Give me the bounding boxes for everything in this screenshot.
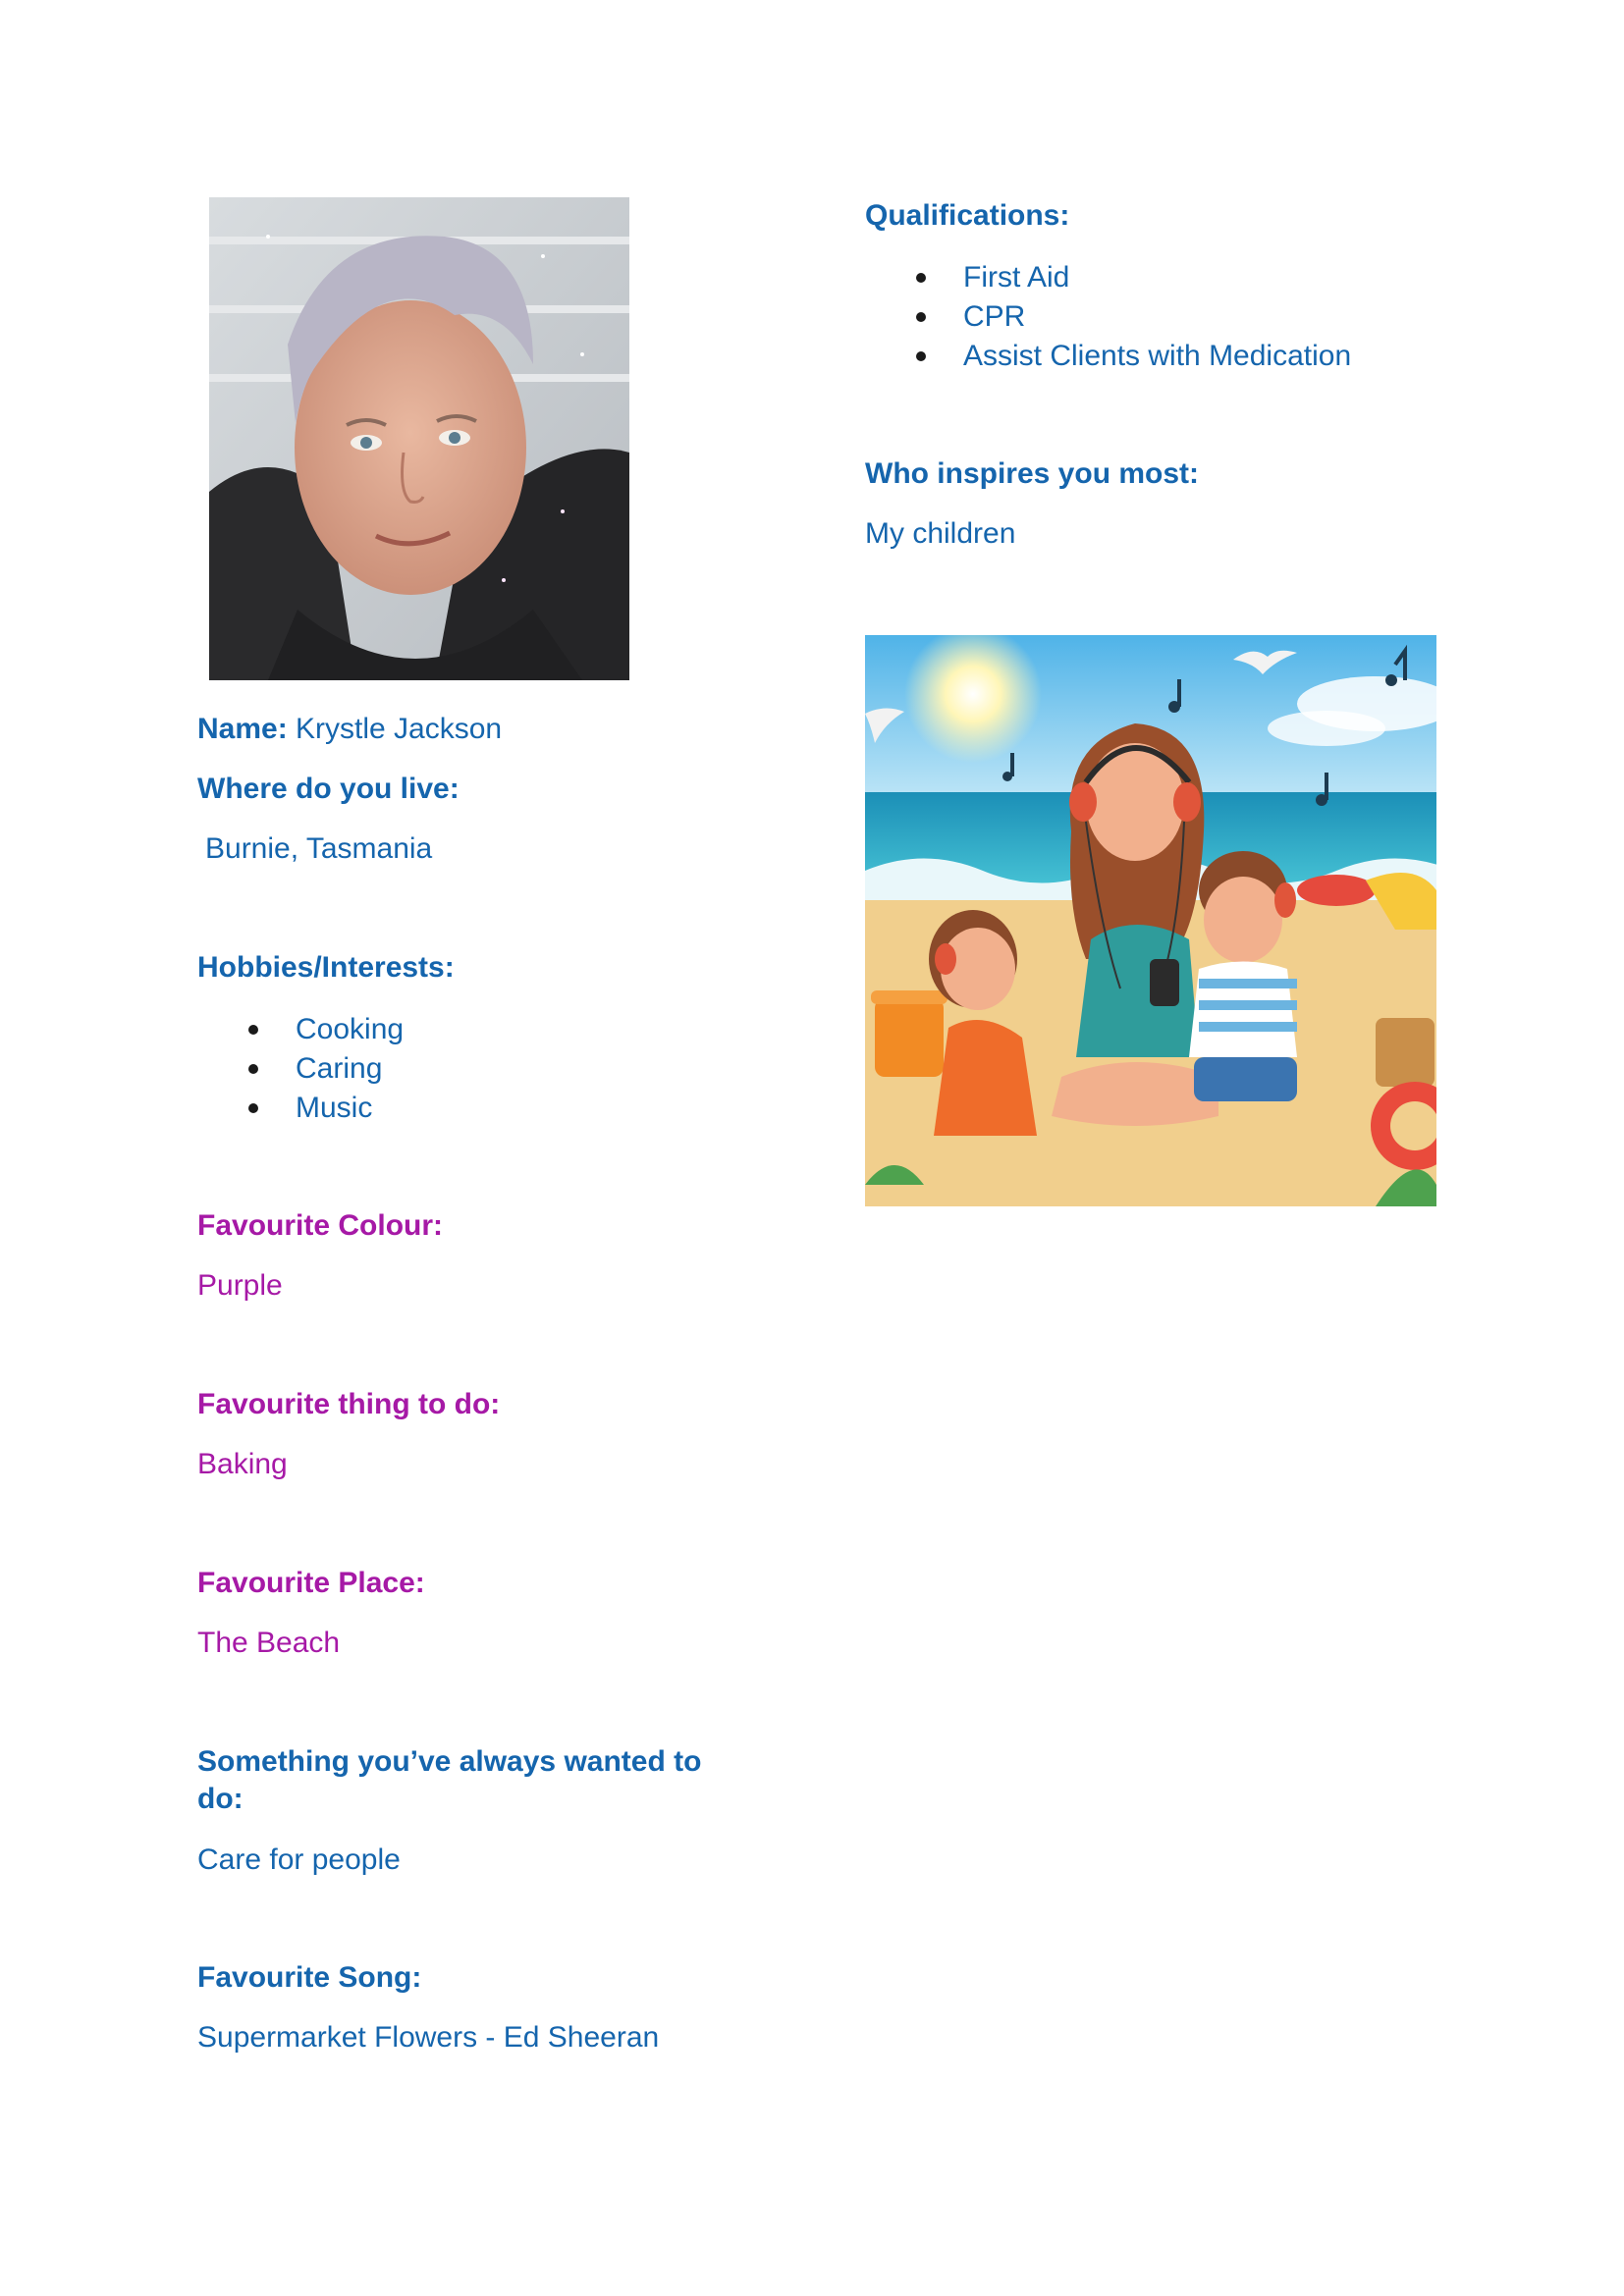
name-label: Name: [197,713,288,745]
qualifications-list [865,258,1351,376]
list-item: First Aid [865,258,1351,297]
hobbies-list [197,1010,404,1128]
favourite-colour-heading: Favourite Colour: [197,1209,444,1242]
list-item: Cooking [197,1010,404,1049]
list-item: Caring [197,1049,404,1089]
favourite-place-heading: Favourite Place: [197,1567,425,1599]
name-value: Krystle Jackson [287,713,503,745]
favourite-place-value: The Beach [197,1627,341,1659]
always-wanted-heading: Something you’ve always wanted to do: [197,1745,702,1815]
profile-photo [209,197,629,680]
favourite-colour-value: Purple [197,1269,283,1302]
hobbies-heading: Hobbies/Interests: [197,951,455,984]
name-line [197,711,502,748]
favourite-song-value: Supermarket Flowers - Ed Sheeran [197,2021,660,2054]
list-item: Music [197,1089,404,1128]
list-item: Assist Clients with Medication [865,337,1351,376]
inspires-value: My children [865,517,1016,550]
where-live-value: Burnie, Tasmania [205,832,433,865]
beach-family-illustration [865,635,1436,1206]
always-wanted-value: Care for people [197,1843,401,1876]
list-item: CPR [865,297,1351,337]
favourite-song-heading: Favourite Song: [197,1961,422,1994]
favourite-thing-heading: Favourite thing to do: [197,1388,501,1420]
qualifications-heading: Qualifications: [865,199,1070,232]
favourite-thing-value: Baking [197,1448,288,1480]
where-live-heading: Where do you live: [197,773,460,805]
inspires-heading: Who inspires you most: [865,457,1200,490]
